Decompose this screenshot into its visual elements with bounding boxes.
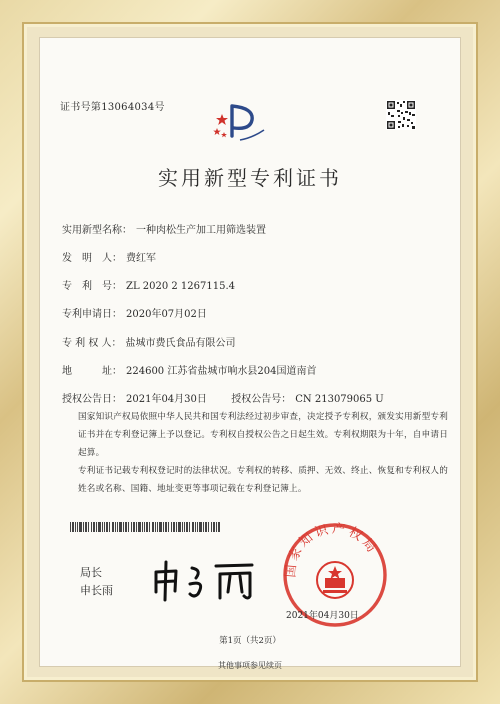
field-label: 地 址： xyxy=(62,366,122,377)
field-value: 224600 江苏省盐城市响水县204国道南首 xyxy=(126,366,317,377)
announcement-date: 2021年04月30日 xyxy=(126,394,207,405)
field-label: 专利申请日： xyxy=(62,309,122,320)
certificate-paper xyxy=(40,38,460,670)
field-utility-model-name xyxy=(62,221,266,236)
body-paragraph-2: 专利证书记载专利权登记时的法律状况。专利权的转移、质押、无效、终止、恢复和专利权人的姓名或名称、国籍、地址变更等事项记载在专利登记簿上。 xyxy=(78,466,448,494)
field-patent-number xyxy=(62,277,235,292)
signature-name: 申长雨 xyxy=(80,584,113,597)
certificate-number: 证书号第13064034号 xyxy=(60,102,165,113)
field-label: 专 利 权 人： xyxy=(62,338,122,349)
signature-title: 局长 xyxy=(80,566,102,579)
announcement-number-label: 授权公告号： xyxy=(231,394,292,405)
field-value: ZL 2020 2 1267115.4 xyxy=(126,281,236,292)
page-number: 第1页（共2页） xyxy=(219,636,281,646)
field-inventor xyxy=(62,249,156,264)
field-value: 一种肉松生产加工用筛选装置 xyxy=(136,225,266,236)
field-announcement xyxy=(62,390,384,405)
field-address xyxy=(62,362,316,377)
certificate-title: 实用新型专利证书 xyxy=(158,166,342,190)
seal-date: 2021年04月30日 xyxy=(286,611,359,621)
barcode-icon xyxy=(70,522,220,532)
field-label: 实用新型名称： xyxy=(62,225,132,236)
field-value: 盐城市费氏食品有限公司 xyxy=(125,338,236,349)
field-value: 费红军 xyxy=(126,253,156,264)
field-label: 发 明 人： xyxy=(62,253,122,264)
field-value: 2020年07月02日 xyxy=(126,309,207,320)
handwritten-signature xyxy=(150,554,270,604)
continuation-note: 其他事项参见续页 xyxy=(218,661,282,670)
announcement-date-label: 授权公告日： xyxy=(62,394,122,405)
body-paragraph-1: 国家知识产权局依照中华人民共和国专利法经过初步审查，决定授予专利权，颁发实用新型专利证书并在专利登记簿上予以登记。专利权自授权公告之日起生效。专利权期限为十年，自申请日起算。 xyxy=(78,412,448,458)
seal-text: 国家知识产权局 xyxy=(283,521,381,579)
field-patentee xyxy=(62,334,236,349)
svg-text:国家知识产权局 xyxy=(284,521,381,579)
announcement-number: CN 213079065 U xyxy=(295,394,384,405)
field-application-date xyxy=(62,305,207,320)
qr-code-icon xyxy=(386,100,416,130)
field-label: 专 利 号： xyxy=(62,281,122,292)
patent-office-logo-icon xyxy=(212,102,270,148)
